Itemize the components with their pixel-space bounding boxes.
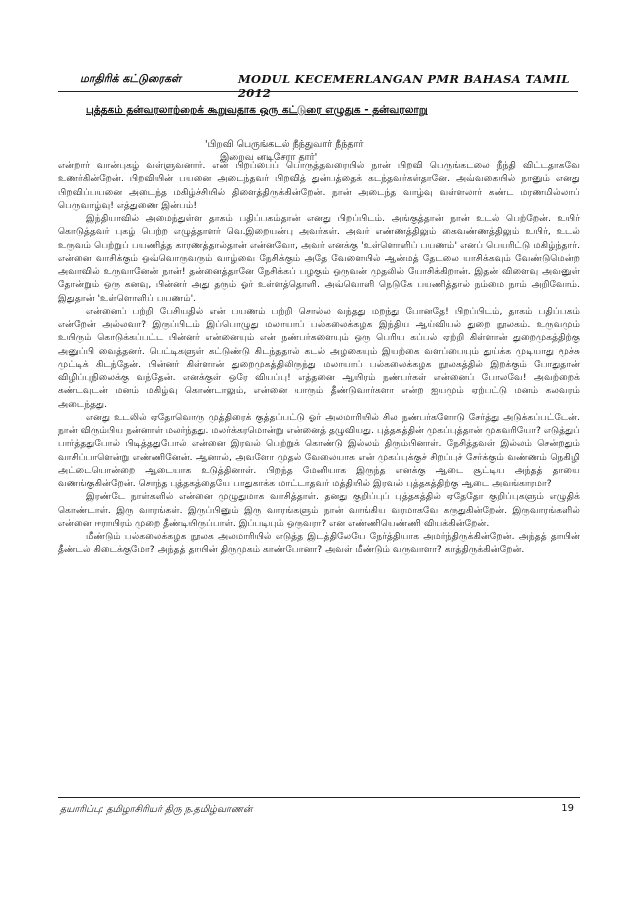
verse-line-2: இறைவ னடிசேரா தார்' [220, 152, 318, 163]
paragraph: எனது உடலில் ஏதோவொரு முத்திரைக் குத்தப்பட்டு ஓர் அலமாரியில் சில நண்பர்களோடு சேர்த்து அடுக்கப்பட்டேன். நான் விரும்பிய நன்னாள் மலர்ந்தது. மலர்க்கரமொன்று என்னைத் தழுவியது. புத்தகத்தின் முகப்புத்தான் முகவரியோ? எடுத்துப் பார்த்ததுபோல் பிடித்ததுபோல் என்னை இரவல் பெற்றுக் கொண்டு இல்லம் திரும்பினாள். நேசித்தவள் இல்லம் சென்றதும் வாசிப்பாளென்று எண்ணினேன். ஆனால், அவளோ முதல் வேலையாக என் முகப்புக்குச் சிறப்புச் சேர்க்கும் வண்ணம் நெகிழி அட்டையொன்றை ஆடையாக உடுத்தினாள். பிறந்த மேனியாக இருந்த எனக்கு ஆடை சூட்டிய அந்தத் தாயை வணங்குகின்றேன். சொந்த புத்தகத்தையே பாதுகாக்க மாட்டாதவர் மத்தியில் இரவல் புத்தகத்திற்கு ஆடை அவங்காரமா? [58, 411, 581, 489]
paragraph: என்றார் வான்புகழ் வள்ளுவனார். என் பிறப்பைப் பொருத்தவரையில் நான் பிறவி பெருங்கடலை நீந்தி விட்டதாகவே உணர்கின்றேன். பிறவியின் பயனை அடைந்தவர் பிறவித் துன்பத்தைக் கடந்தவர்கள்தானே. அவ்வகையில் நானும் எனது பிறவிப்பயனை அடைந்த மகிழ்ச்சியில் திளைத்திருக்கின்றேன். நான் அடைந்த வாழ்வு வள்ளலார் கண்ட மரணமில்லாப் பெருவாழ்வு! எத்துணை இன்பம்! [58, 160, 580, 211]
essay-title: புத்தகம் தன்வரலாற்றைக் கூறுவதாக ஒரு கட்டுரை எழுதுக - தன்வரலாறு [86, 104, 428, 116]
page-number: 19 [561, 803, 574, 814]
paragraph: இந்தியாவில் அமைந்துள்ள தாகம் பதிப்பகம்தான் எனது பிறப்பிடம். அங்குத்தான் நான் உடல் பெற்றேன். உயிர் கொடுத்தவர் புகழ் பெற்ற எழுத்தாளர் வெ.இறையன்பு அவர்கள். அவர் எண்ணத்திலும் கைவண்ணத்திலும் உயிர், உடல் உருவம் பெற்றுப் பயணித்த காரணத்தால்தான் என்னவோ, அவர் எனக்கு 'உள்ளொளிப் பயணம்' எனப் பெயரிட்டு மகிழ்ந்தார். என்னை வாசிக்கும் ஒவ்வொருவரும் வாழ்வை நேசிக்கும் அதே வேளையில் ஆன்மத் தேடலை யாசிக்கவும் வேண்டுமென்ற அவாவில் உருவானேன் நான்! தன்னைத்தானே நேசிக்கப் பழகும் ஒருவன் முதலில் யோசிக்கிறான். இதன் விளைவு அவனுள் தோன்றும் ஒரு கனவு, பின்னர் அது தரும் ஓர் உள்ளத்தொளி. அவ்வொளி நெடுகே பயணித்தால் நம்மை நாம் அறிவோம். இதுதான் 'உள்ளொளிப் பயணம்'. [58, 213, 580, 304]
header-rule [58, 91, 578, 92]
footer-author: தயாரிப்பு: தமிழாசிரியர் திரு ந.தமிழ்வாணன் [60, 804, 253, 815]
footer-rule [58, 797, 580, 798]
verse-line-1: 'பிறவி பெருங்கடல் நீந்துவார் நீந்தார் [205, 139, 364, 150]
paragraph: மீண்டும் பல்கலைக்கழக நூலக அலமாரியில் எடுத்த இடத்திலேயே நேர்த்தியாக அமர்ந்திருக்கின்றேன். அந்தத் தாயின் தீண்டல் கிடைக்குமோ? அந்தத் தாயின் திருமுகம் காண்போனா? அவள் மீண்டும் வருவாளா? காத்திருக்கின்றேன். [58, 531, 580, 556]
paragraph: இரண்டே நாள்களில் என்னை முழுதுமாக வாசித்தாள். தனது குறிப்புப் புத்தகத்தில் ஏதேதோ குறிப்புகளும் எழுதிக் கொண்டாள். இரு வாரங்கள். இருப்பினும் இரு வாரங்களும் நான் வாங்கிய வரமாகவே கருதுகின்றேன். இருவாரங்களில் என்னை ஈராயிரம் முறை தீண்டியிருப்பாள். இப்படியும் ஒருவரா? என எண்ணியெண்ணி வியக்கின்றேன். [58, 491, 580, 529]
header-module-title: MODUL KECEMERLANGAN PMR BAHASA TAMIL 2012 [238, 72, 570, 100]
header-left-title: மாதிரிக் கட்டுரைகள் [80, 72, 182, 85]
essay-body [58, 159, 580, 557]
paragraph: என்னைப் பற்றி பேசியதில் என் பயணம் பற்றி சொல்ல வந்தது மறந்து போனதே! பிறப்பிடம், தாகம் பதிப்பகம் என்றேன் அல்லவா? இருப்பிடம் இப்பொழுது மலாயாப் பல்கலைக்கழக இந்திய ஆய்வியல் துறை நூலகம். உருவமும் உயிரும் கொடுக்கப்பட்ட பின்னர் என்னையும் என் நண்பர்களையும் ஒரு பெரிய கப்பல் ஏற்றி கிள்ளான் துறைமுகத்திற்கு அனுப்பி வைத்தனர். பெட்டிகளுள் கட்டுண்டு கிடந்ததால் கடல் அழகையும் இயற்கை வளப்பையும் துய்க்க முடியாது மூச்சு முட்டிக் கிடந்தேன். பின்னர் கிள்ளான் துறைமுகத்திலிருந்து மலாயாப் பல்கலைக்கழக நூலகத்தில் இறக்கும் போதுதான் விழிப்புநிலைக்கு வந்தேன். எனக்குள் ஒரே வியப்பு! எத்தனை ஆயிரம் நண்பர்கள் என்னைப் போலவே! அவற்றைக் கண்டவுடன் மனம் மகிழ்வு கொண்டாலும், என்னை யாரும் தீண்டுவார்களா என்ற ஐயமும் ஏற்பட்டு மனம் கலவரம் அடைந்தது. [58, 305, 581, 410]
page-header [80, 70, 570, 100]
page-footer [58, 797, 580, 827]
